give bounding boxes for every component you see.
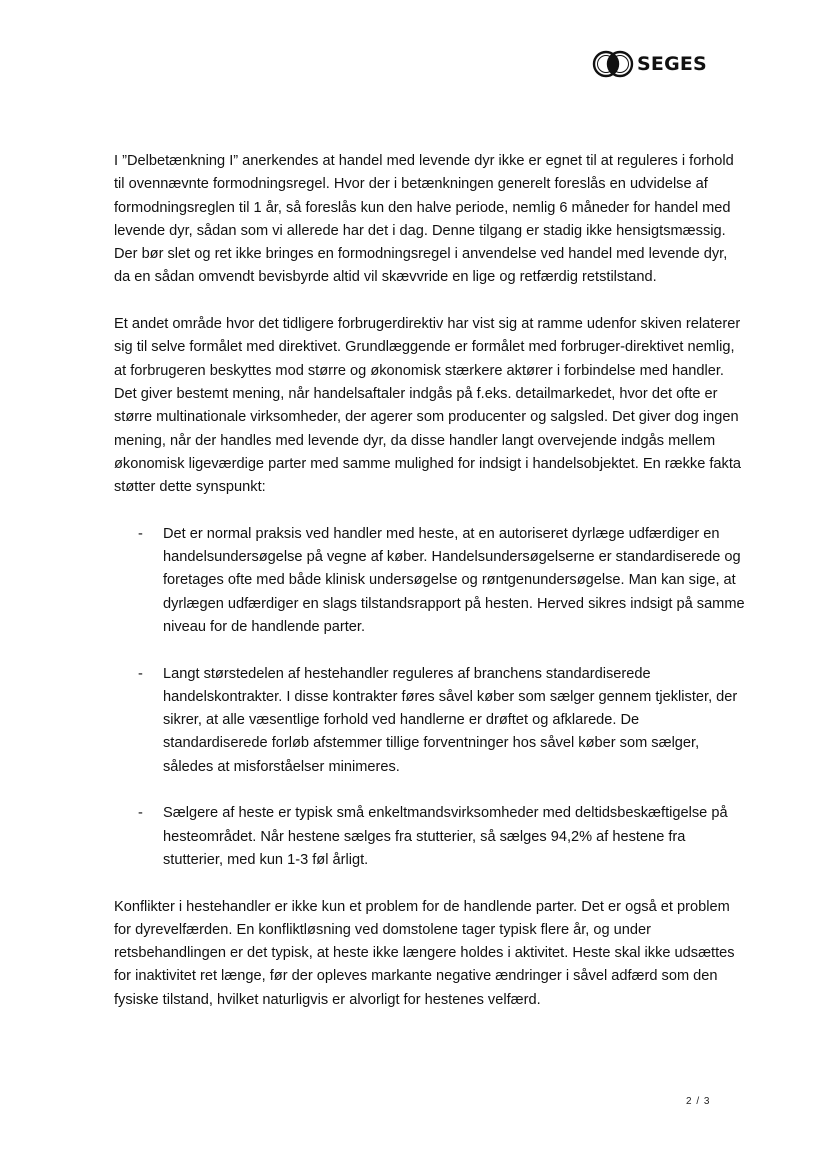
document-body: [114, 150, 746, 1012]
paragraph-directive: Et andet område hvor det tidligere forbrugerdirektiv har vist sig at ramme udenfor skiven relaterer sig til selve formålet med direktivet. Grundlæggende er formålet med forbruger-direktivet nemlig, at forbrugeren beskyttes mod større og økonomisk stærkere aktører i forbindelse med handler. Det giver bestemt mening, når handelsaftaler indgås på f.eks. detailmarkedet, hvor det ofte er større multinationale virksomheder, der agerer som producenter og salgsled. Det giver dog ingen mening, når der handles med levende dyr, da disse handler langt overvejende indgås mellem økonomisk ligeværdige parter med samme mulighed for indsigt i handelsobjektet. En række fakta støtter dette synspunkt:: [114, 316, 742, 496]
list-item-text: Sælgere af heste er typisk små enkeltmandsvirksomheder med deltidsbeskæftigelse på hesteområdet. Når hestene sælges fra stutterier, så sælges 94,2% af hestene fra stutterier, med kun 1-3 føl årligt.: [163, 805, 728, 868]
list-dash: -: [138, 525, 143, 542]
page-number: 2 / 3: [686, 1096, 711, 1107]
paragraph-intro: I ”Delbetænkning I” anerkendes at handel med levende dyr ikke er egnet til at reguleres i forhold til ovennævnte formodningsregel. Hvor der i betænkningen generelt foreslås en udvidelse af formodningsreglen til 1 år, så foreslås kun den halve periode, nemlig 6 måneder for handel med levende dyr, sådan som vi allerede har det i dag. Denne tilgang er stadig ikke hensigtsmæssig. Der bør slet og ret ikke bringes en formodningsregel i anvendelse ved handel med levende dyr, da en sådan omvendt bevisbyrde altid vil skævvride en lige og retfærdig retstilstand.: [114, 153, 734, 286]
list-item-text: Langt størstedelen af hestehandler reguleres af branchens standardiserede handelskontrakter. I disse kontrakter føres såvel køber som sælger gennem tjeklister, der sikrer, at alle væsentlige forhold ved handlerne er drøftet og afklarede. De standardiserede forløb afstemmer tillige forventninger hos såvel køber som sælger, således at misforståelser minimeres.: [163, 665, 738, 775]
list-dash: -: [138, 665, 143, 682]
list-item: [114, 663, 746, 779]
list-dash: -: [138, 805, 143, 822]
logo-wordmark: SEGES: [637, 53, 707, 75]
list-item-text: Det er normal praksis ved handler med heste, at en autoriseret dyrlæge udfærdiger en handelsundersøgelse på vegne af køber. Handelsundersøgelserne er standardiserede og foretages ofte med både klinisk undersøgelse og røntgenundersøgelse. Man kan sige, at dyrlægen udfærdiger en slags tilstandsrapport på hesten. Herved sikres indsigt på samme niveau for de handlende parter.: [163, 525, 745, 635]
seges-logo-emblem-icon: [592, 50, 634, 78]
facts-list: [114, 523, 746, 872]
list-item: [114, 523, 746, 639]
paragraph-welfare: Konflikter i hestehandler er ikke kun et problem for de handlende parter. Det er også et problem for dyrevelfærden. En konfliktløsning ved domstolene tager typisk flere år, og under retsbehandlingen er det typisk, at heste ikke længere holdes i aktivitet. Heste skal ikke udsættes for inaktivitet ret længe, før der opleves markante negative ændringer i såvel adfærd som den fysiske tilstand, hvilket naturligvis er alvorligt for hestenes velfærd.: [114, 898, 735, 1008]
list-item: [114, 802, 746, 872]
seges-logo: [592, 49, 707, 79]
